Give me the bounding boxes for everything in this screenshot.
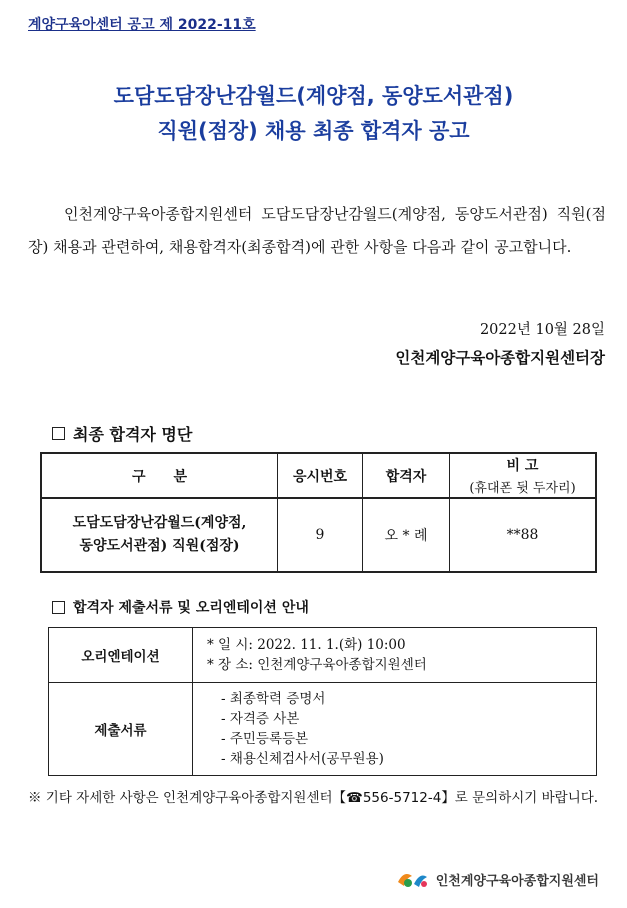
header-remark-sub: (휴대폰 뒷 두자리) [469, 481, 576, 496]
checkbox-square-icon [52, 427, 65, 440]
passers-table [40, 452, 597, 573]
table-row [49, 683, 597, 776]
list-item: - 채용신체검사서(공무원용) [221, 751, 384, 767]
table-header-row [41, 453, 596, 498]
checkbox-square-icon [52, 601, 65, 614]
orientation-place: * 장 소: 인천계양구육아종합지원센터 [207, 657, 427, 673]
section-final-passers [52, 422, 192, 445]
documents-list [193, 683, 597, 776]
page-title-line1: 도담도담장난감월드(계양점, 동양도서관점) [113, 84, 514, 108]
list-item: - 최종학력 증명서 [221, 691, 326, 707]
list-item: - 자격증 사본 [221, 711, 300, 727]
footnote-suffix: 】로 문의하시기 바랍니다. [441, 790, 599, 806]
header-division: 구 분 [41, 453, 278, 498]
division-line1: 도담도담장난감월드(계양점, [72, 515, 247, 531]
orientation-table [48, 627, 597, 776]
section-heading: 최종 합격자 명단 [73, 425, 193, 444]
table-row [41, 498, 596, 572]
section-documents-orientation [52, 597, 309, 617]
footnote [28, 786, 608, 810]
signer: 인천계양구육아종합지원센터장 [395, 348, 605, 367]
announcement-body: 인천계양구육아종합지원센터 도담도담장난감월드(계양점, 동양도서관점) 직원(점장) 채용과 관련하여, 채용합격자(최종합격)에 관한 사항을 다음과 같이 공고합니다. [28, 205, 606, 256]
list-item: - 주민등록등본 [221, 731, 309, 747]
cell-exam-no: 9 [278, 498, 363, 572]
notice-number: 계양구육아센터 공고 제 2022-11호 [28, 17, 256, 33]
orientation-label: 오리엔테이션 [49, 628, 193, 683]
orientation-info [193, 628, 597, 683]
center-logo-text: 인천계양구육아종합지원센터 [435, 873, 599, 889]
center-logo-icon [394, 868, 430, 890]
cell-division [41, 498, 278, 572]
header-remark [450, 453, 597, 498]
table-row [49, 628, 597, 683]
header-passer: 합격자 [363, 453, 450, 498]
orientation-date: * 일 시: 2022. 11. 1.(화) 10:00 [207, 637, 406, 653]
footnote-phone: ☎556-5712-4 [346, 790, 442, 806]
header-remark-label: 비 고 [506, 458, 539, 474]
cell-passer: 오 * 례 [363, 498, 450, 572]
cell-remark: **88 [450, 498, 597, 572]
section-heading: 합격자 제출서류 및 오리엔테이션 안내 [73, 600, 309, 616]
center-logo [394, 868, 599, 890]
announcement-date: 2022년 10월 28일 [479, 322, 605, 338]
page-title-line2: 직원(점장) 채용 최종 합격자 공고 [157, 119, 470, 143]
header-exam-no: 응시번호 [278, 453, 363, 498]
documents-label: 제출서류 [49, 683, 193, 776]
division-line2: 동양도서관점) 직원(점장) [79, 538, 240, 554]
footnote-prefix: ※ 기타 자세한 사항은 인천계양구육아종합지원센터【 [28, 790, 347, 806]
